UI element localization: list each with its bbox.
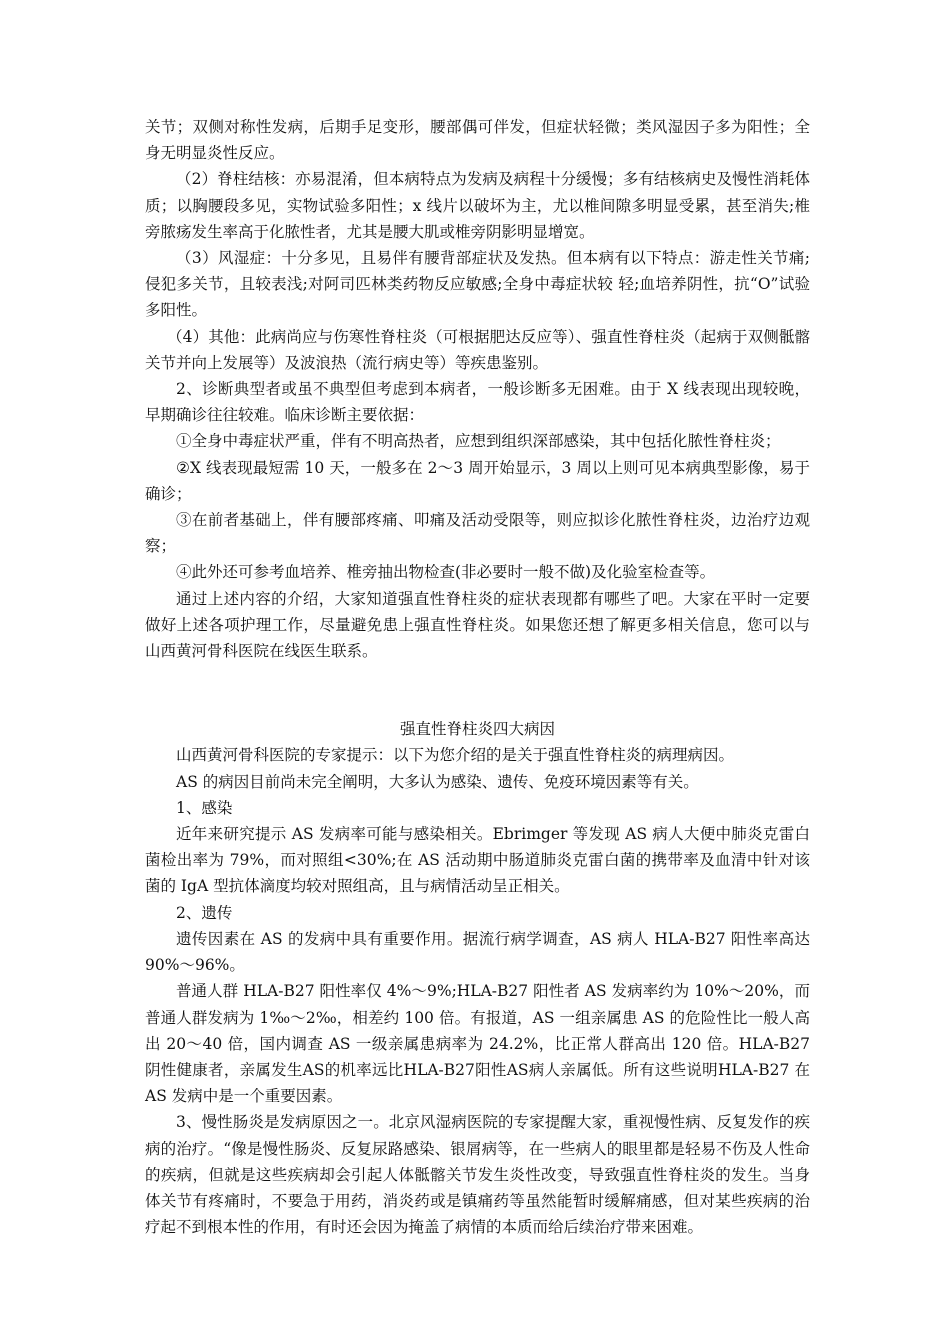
paragraph: 山西黄河骨科医院的专家提示：以下为您介绍的是关于强直性脊柱炎的病理病因。 [176, 746, 735, 765]
paragraph: （2）脊柱结核：亦易混淆，但本病特点为发病及病程十分缓慢；多有结核病史及慢性消耗体质；以胸腰段多见，实物试验多阳性；x 线片以破坏为主，尤以椎间隙多明显受累，甚至消失;椎旁脓疡发生率高于化脓性者，尤其是腰大肌或椎旁阴影明显增宽。 [145, 170, 810, 241]
subheading: 2、遗传 [176, 903, 233, 922]
paragraph: 通过上述内容的介绍，大家知道强直性脊柱炎的症状表现都有哪些了吧。大家在平时一定要做好上述各项护理工作，尽量避免患上强直性脊柱炎。如果您还想了解更多相关信息，您可以与山西黄河骨科医院在线医生联系。 [145, 589, 810, 661]
paragraph: ①全身中毒症状严重，伴有不明高热者，应想到组织深部感染，其中包括化脓性脊柱炎； [176, 432, 781, 451]
paragraph: 关节；双侧对称性发病，后期手足变形，腰部偶可伴发，但症状轻微；类风湿因子多为阳性；全身无明显炎性反应。 [145, 118, 810, 163]
paragraph: 3、慢性肠炎是发病原因之一。北京风湿病医院的专家提醒大家，重视慢性病、反复发作的疾病的治疗。“像是慢性肠炎、反复尿路感染、银屑病等，在一些病人的眼里都是轻易不伤及人性命的疾病，但就是这些疾病却会引起人体骶髂关节发生炎性改变，导致强直性脊柱炎的发生。当身体关节有疼痛时，不要急于用药，消炎药或是镇痛药等虽然能暂时缓解痛感，但对某些疾病的治疗起不到根本性的作用，有时还会因为掩盖了病情的本质而给后续治疗带来困难。 [145, 1113, 810, 1237]
paragraph: ③在前者基础上，伴有腰部疼痛、叩痛及活动受限等，则应拟诊化脓性脊柱炎，边治疗边观察； [145, 511, 810, 556]
paragraph: 近年来研究提示 AS 发病率可能与感染相关。Ebrimger 等发现 AS 病人大便中肺炎克雷白菌检出率为 79%，而对照组<30%;在 AS 活动期中肠道肺炎克雷白菌的携带率及血清中针对该菌的 IgA 型抗体滴度均较对照组高，且与病情活动呈正相关。 [145, 825, 810, 896]
document-page [145, 114, 810, 1240]
paragraph: 普通人群 HLA-B27 阳性率仅 4%～9%;HLA-B27 阳性者 AS 发病率约为 10%～20%，而普通人群发病为 1‰～2‰，相差约 100 倍。有报道，AS 一组亲属患 AS 的危险性比一般人高出 20～40 倍，国内调查 AS 一级亲属患病率为 24.2%，比正常人群高出 120 倍。HLA-B27 阴性健康者，亲属发生AS的机率远比HLA-B27阳性AS病人亲属低。所有这些说明HLA-B27 在 AS 发病中是一个重要因素。 [145, 982, 810, 1106]
paragraph: ④此外还可参考血培养、椎旁抽出物检查(非必要时一般不做)及化验室检查等。 [176, 563, 716, 582]
paragraph: 2、诊断典型者或虽不典型但考虑到本病者，一般诊断多无困难。由于 X 线表现出现较晚，早期确诊往往较难。临床诊断主要依据： [145, 380, 810, 425]
paragraph: （4）其他：此病尚应与伤寒性脊柱炎（可根据肥达反应等）、强直性脊柱炎（起病于双侧骶髂关节并向上发展等）及波浪热（流行病史等）等疾患鉴别。 [145, 327, 810, 372]
paragraph: ②X 线表现最短需 10 天，一般多在 2～3 周开始显示，3 周以上则可见本病典型影像，易于确诊； [145, 458, 810, 503]
paragraph: 遗传因素在 AS 的发病中具有重要作用。据流行病学调查，AS 病人 HLA-B27 阳性率高达 90%～96%。 [145, 929, 810, 975]
section-gap [145, 664, 810, 716]
subheading: 1、感染 [176, 798, 233, 817]
section-title: 强直性脊柱炎四大病因 [399, 720, 555, 739]
paragraph: AS 的病因目前尚未完全阐明，大多认为感染、遗传、免疫环境因素等有关。 [176, 772, 699, 791]
paragraph: （3）风湿症：十分多见，且易伴有腰背部症状及发热。但本病有以下特点：游走性关节痛;侵犯多关节，且较表浅;对阿司匹林类药物反应敏感;全身中毒症状较 轻;血培养阴性，抗“O”试验多阳性。 [145, 249, 810, 320]
